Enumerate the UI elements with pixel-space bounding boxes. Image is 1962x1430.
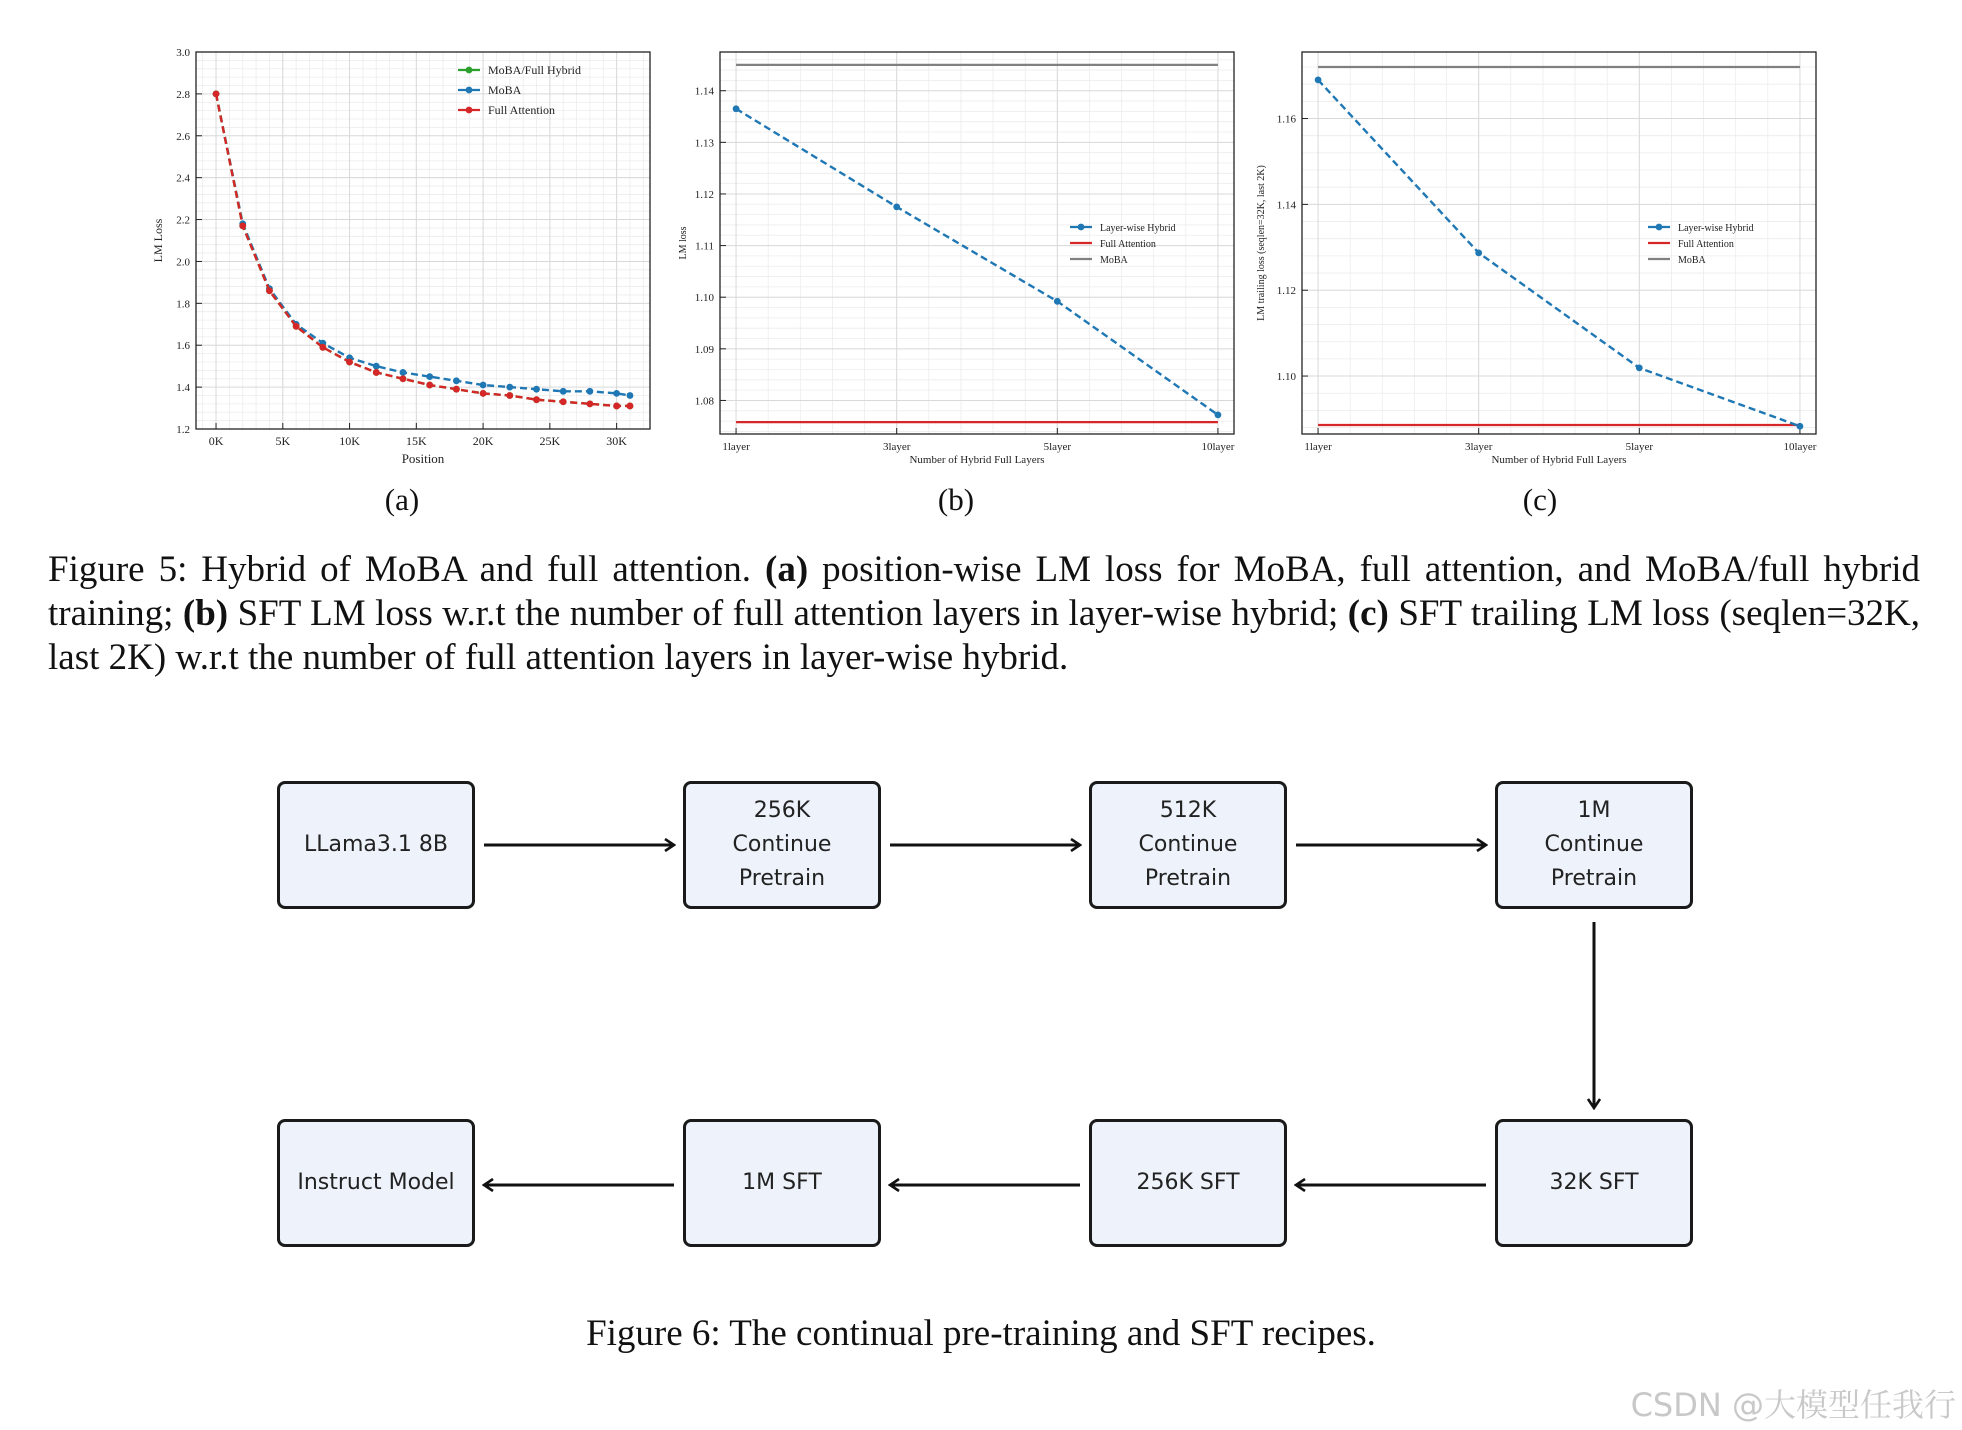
x-tick-label: 3layer [1464, 441, 1493, 453]
y-tick-label: 1.16 [1276, 113, 1296, 126]
flow-box-label: Instruct Model [297, 1170, 455, 1195]
y-tick-label: 2.6 [176, 130, 190, 143]
y-tick-label: 1.11 [695, 240, 714, 253]
figure5-text-c: SFT trailing LM loss (seqlen=32K, last 2K) w.r.t the number of full attention layers in layer-wise hybrid. [48, 593, 1921, 678]
flow-box-512k-pretrain [1089, 781, 1287, 909]
figure5-lead: Figure 5: Hybrid of MoBA and full attention. [48, 549, 752, 590]
figure5-tag-a: (a) [765, 549, 809, 590]
y-tick-label: 1.12 [694, 188, 714, 201]
flow-box-256k-sft [1089, 1119, 1287, 1247]
y-tick-label: 1.08 [694, 395, 714, 408]
flow-box-32k-sft [1495, 1119, 1693, 1247]
y-tick-label: 1.10 [694, 292, 714, 305]
y-axis-label: LM loss [678, 226, 689, 260]
watermark: CSDN @大模型任我行 [1630, 1386, 1956, 1424]
legend-label: Full Attention [488, 103, 556, 117]
y-axis-label: LM trailing loss (seqlen=32K, last 2K) [1256, 165, 1267, 321]
legend-label: Full Attention [1100, 239, 1156, 250]
flow-box-label: 256K Continue Pretrain [732, 798, 832, 891]
flow-box-label: 1M Continue Pretrain [1544, 798, 1644, 891]
legend-label: MoBA/Full Hybrid [488, 63, 582, 77]
y-tick-label: 1.12 [1276, 285, 1296, 298]
figure5-tag-c: (c) [1347, 593, 1389, 634]
figure5-tag-b: (b) [182, 593, 229, 634]
legend-label: MoBA [1678, 255, 1706, 266]
y-tick-label: 1.6 [176, 340, 190, 353]
flow-box-label: 512K Continue Pretrain [1138, 798, 1238, 891]
x-tick-label: 5layer [1043, 441, 1072, 453]
x-tick-label: 15K [405, 434, 427, 448]
x-tick-label: 20K [472, 434, 494, 448]
y-tick-label: 1.8 [176, 298, 190, 311]
y-tick-label: 1.13 [694, 137, 714, 150]
x-tick-label: 1layer [1304, 441, 1332, 453]
sublabel-a: (a) [384, 482, 420, 517]
legend-label: MoBA [1100, 255, 1128, 266]
figure5-text-a: position-wise LM loss for MoBA, full attention, and MoBA/full hybrid training; [48, 549, 1921, 634]
y-tick-label: 1.14 [694, 85, 714, 98]
y-tick-label: 2.8 [176, 88, 190, 101]
x-tick-label: 25K [539, 434, 561, 448]
x-tick-label: 30K [606, 434, 627, 448]
flow-box-1m-pretrain [1495, 781, 1693, 909]
flow-box-1m-sft [683, 1119, 881, 1247]
x-tick-label: 10layer [1783, 441, 1817, 453]
y-tick-label: 2.4 [176, 172, 190, 185]
y-tick-label: 3.0 [176, 47, 190, 59]
flow-box-instruct-model [277, 1119, 475, 1247]
y-tick-label: 2.2 [176, 214, 190, 227]
x-axis-label: Number of Hybrid Full Layers [1491, 454, 1627, 466]
x-axis-label: Number of Hybrid Full Layers [909, 454, 1045, 466]
y-tick-label: 1.10 [1276, 371, 1296, 384]
flow-box-label: LLama3.1 8B [304, 832, 448, 857]
x-tick-label: 0K [208, 434, 224, 448]
legend-label: Full Attention [1678, 239, 1734, 250]
figure5-text-b: SFT LM loss w.r.t the number of full attention layers in layer-wise hybrid; [237, 593, 1339, 634]
x-tick-label: 5K [275, 434, 291, 448]
legend-label: Layer-wise Hybrid [1678, 223, 1754, 234]
legend-label: MoBA [488, 83, 522, 97]
y-tick-label: 1.2 [176, 424, 190, 436]
x-tick-label: 3layer [882, 441, 911, 453]
flow-box-256k-pretrain [683, 781, 881, 909]
x-tick-label: 10layer [1201, 441, 1235, 453]
figure6-caption: Figure 6: The continual pre-training and SFT recipes. [586, 1313, 1376, 1354]
y-tick-label: 1.09 [694, 343, 714, 356]
y-axis-label: LM Loss [151, 218, 165, 263]
x-tick-label: 10K [339, 434, 360, 448]
flow-box-llama [277, 781, 475, 909]
y-tick-label: 1.4 [176, 382, 190, 395]
flow-box-label: 32K SFT [1549, 1170, 1639, 1195]
x-axis-label: Position [401, 451, 445, 466]
flow-box-label: 1M SFT [742, 1170, 822, 1195]
x-tick-label: 1layer [722, 441, 750, 453]
y-tick-label: 2.0 [176, 256, 190, 269]
y-tick-label: 1.14 [1276, 199, 1296, 212]
flow-box-label: 256K SFT [1136, 1170, 1240, 1195]
sublabel-b: (b) [937, 482, 975, 517]
sublabel-c: (c) [1522, 482, 1558, 517]
legend-label: Layer-wise Hybrid [1100, 223, 1176, 234]
x-tick-label: 5layer [1625, 441, 1654, 453]
